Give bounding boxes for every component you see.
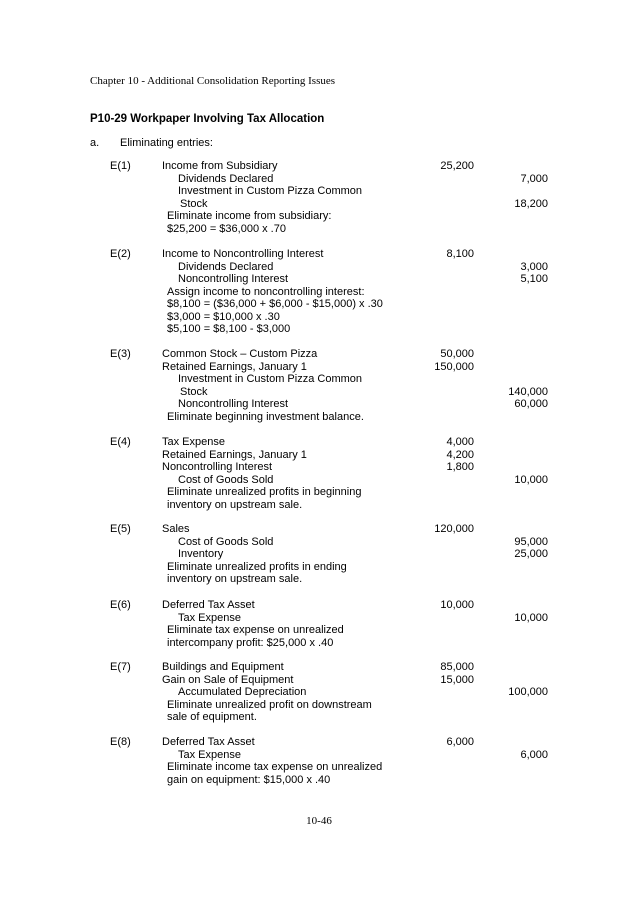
entry-explanation: Assign income to noncontrolling interest: xyxy=(167,285,365,298)
entry-explanation: Eliminate unrealized profits in beginning xyxy=(167,486,362,498)
entry-line xyxy=(0,248,638,260)
account-name: Retained Earnings, January 1 xyxy=(162,448,307,461)
account-name: Dividends Declared xyxy=(178,172,274,185)
entry-id: E(8) xyxy=(110,736,131,748)
debit-amount: 1,800 xyxy=(446,461,474,473)
page-number: 10-46 xyxy=(306,815,332,827)
entry-line xyxy=(0,736,638,748)
account-name: Investment in Custom Pizza Common xyxy=(178,185,363,197)
entry-id: E(5) xyxy=(110,523,131,535)
account-name: Inventory xyxy=(178,548,224,560)
entry-line xyxy=(0,761,638,773)
entry-line xyxy=(0,474,638,486)
chapter-header: Chapter 10 - Additional Consolidation Reporting Issues xyxy=(90,75,336,87)
debit-amount: 6,000 xyxy=(446,736,474,748)
debit-amount: 15,000 xyxy=(440,673,474,686)
debit-amount: 10,000 xyxy=(440,599,474,611)
entry-explanation: $5,100 = $8,100 - $3,000 xyxy=(167,323,291,335)
debit-amount: 4,200 xyxy=(446,448,474,461)
entry-id: E(1) xyxy=(110,160,131,172)
debit-amount: 85,000 xyxy=(440,661,474,673)
debit-amount: 150,000 xyxy=(434,360,474,373)
debit-amount: 8,100 xyxy=(446,248,474,260)
account-name: Tax Expense xyxy=(178,611,241,624)
account-name: Tax Expense xyxy=(178,748,241,761)
account-name: Retained Earnings, January 1 xyxy=(162,360,307,373)
entry-line xyxy=(0,185,638,197)
credit-amount: 10,000 xyxy=(514,611,548,624)
credit-amount: 10,000 xyxy=(514,473,548,486)
entry-line xyxy=(0,386,638,398)
entry-explanation: Eliminate unrealized profits in ending xyxy=(167,560,347,573)
credit-amount: 140,000 xyxy=(508,385,548,398)
account-name: Noncontrolling Interest xyxy=(178,398,289,410)
entry-line xyxy=(0,523,638,535)
entry-id: E(2) xyxy=(110,248,131,260)
account-name: Gain on Sale of Equipment xyxy=(162,673,294,686)
entry-line xyxy=(0,573,638,585)
entry-line xyxy=(0,210,638,222)
account-name: Investment in Custom Pizza Common xyxy=(178,373,363,385)
entry-line xyxy=(0,160,638,172)
account-name: Tax Expense xyxy=(162,436,225,448)
entry-line xyxy=(0,599,638,611)
account-name: Noncontrolling Interest xyxy=(162,461,273,473)
account-name: Stock xyxy=(180,385,208,398)
account-name: Dividends Declared xyxy=(178,260,274,273)
entry-line xyxy=(0,223,638,235)
entry-line xyxy=(0,198,638,210)
entry-explanation: $8,100 = ($36,000 + $6,000 - $15,000) x .30 xyxy=(167,298,383,310)
account-name: Accumulated Depreciation xyxy=(178,686,307,698)
entry-line xyxy=(0,561,638,573)
entry-line xyxy=(0,286,638,298)
credit-amount: 7,000 xyxy=(520,172,548,185)
debit-amount: 4,000 xyxy=(446,436,474,448)
entry-line xyxy=(0,173,638,185)
entry-explanation: Eliminate income from subsidiary: xyxy=(167,210,332,222)
entry-id: E(4) xyxy=(110,436,131,448)
entry-line xyxy=(0,348,638,360)
entry-line xyxy=(0,612,638,624)
entry-id: E(3) xyxy=(110,348,131,360)
credit-amount: 95,000 xyxy=(514,535,548,548)
account-name: Cost of Goods Sold xyxy=(178,535,274,548)
entry-line xyxy=(0,361,638,373)
account-name: Deferred Tax Asset xyxy=(162,736,255,748)
entry-explanation: Eliminate beginning investment balance. xyxy=(167,410,364,423)
entry-line xyxy=(0,674,638,686)
entry-line xyxy=(0,774,638,786)
entry-line xyxy=(0,411,638,423)
entry-line xyxy=(0,261,638,273)
part-label: a. xyxy=(90,137,100,149)
entry-line xyxy=(0,373,638,385)
credit-amount: 6,000 xyxy=(520,748,548,761)
entry-explanation: Eliminate income tax expense on unrealized xyxy=(167,761,383,773)
debit-amount: 25,200 xyxy=(440,160,474,172)
entry-line xyxy=(0,548,638,560)
entry-explanation: $3,000 = $10,000 x .30 xyxy=(167,310,280,323)
entry-line xyxy=(0,711,638,723)
entry-line xyxy=(0,323,638,335)
credit-amount: 100,000 xyxy=(508,686,548,698)
credit-amount: 5,100 xyxy=(520,273,548,285)
entry-line xyxy=(0,749,638,761)
entry-explanation: inventory on upstream sale. xyxy=(167,573,303,585)
entry-line xyxy=(0,311,638,323)
entry-line xyxy=(0,624,638,636)
entry-explanation: sale of equipment. xyxy=(167,711,257,723)
entry-line xyxy=(0,273,638,285)
entry-line xyxy=(0,436,638,448)
account-name: Income from Subsidiary xyxy=(162,160,278,172)
entry-line xyxy=(0,449,638,461)
account-name: Buildings and Equipment xyxy=(162,661,284,673)
credit-amount: 18,200 xyxy=(514,197,548,210)
debit-amount: 50,000 xyxy=(440,348,474,360)
entry-line xyxy=(0,499,638,511)
entry-line xyxy=(0,699,638,711)
entry-line xyxy=(0,461,638,473)
account-name: Noncontrolling Interest xyxy=(178,273,289,285)
account-name: Cost of Goods Sold xyxy=(178,473,274,486)
entry-explanation: Eliminate unrealized profit on downstream xyxy=(167,698,372,711)
credit-amount: 25,000 xyxy=(514,548,548,560)
credit-amount: 60,000 xyxy=(514,398,548,410)
debit-amount: 120,000 xyxy=(434,523,474,535)
entry-line xyxy=(0,686,638,698)
account-name: Income to Noncontrolling Interest xyxy=(162,248,324,260)
entry-id: E(6) xyxy=(110,599,131,611)
credit-amount: 3,000 xyxy=(520,260,548,273)
entry-line xyxy=(0,298,638,310)
account-name: Deferred Tax Asset xyxy=(162,599,255,611)
problem-title: P10-29 Workpaper Involving Tax Allocation xyxy=(90,113,325,125)
entry-explanation: gain on equipment: $15,000 x .40 xyxy=(167,773,331,786)
account-name: Sales xyxy=(162,523,190,535)
entry-explanation: $25,200 = $36,000 x .70 xyxy=(167,222,286,235)
part-text: Eliminating entries: xyxy=(120,137,213,149)
entry-explanation: intercompany profit: $25,000 x .40 xyxy=(167,636,334,649)
entry-line xyxy=(0,536,638,548)
entry-line xyxy=(0,398,638,410)
entry-explanation: Eliminate tax expense on unrealized xyxy=(167,624,344,636)
entry-line xyxy=(0,637,638,649)
account-name: Common Stock – Custom Pizza xyxy=(162,348,318,360)
entry-line xyxy=(0,486,638,498)
entry-line xyxy=(0,661,638,673)
entry-id: E(7) xyxy=(110,661,131,673)
account-name: Stock xyxy=(180,197,208,210)
entry-explanation: inventory on upstream sale. xyxy=(167,498,303,511)
